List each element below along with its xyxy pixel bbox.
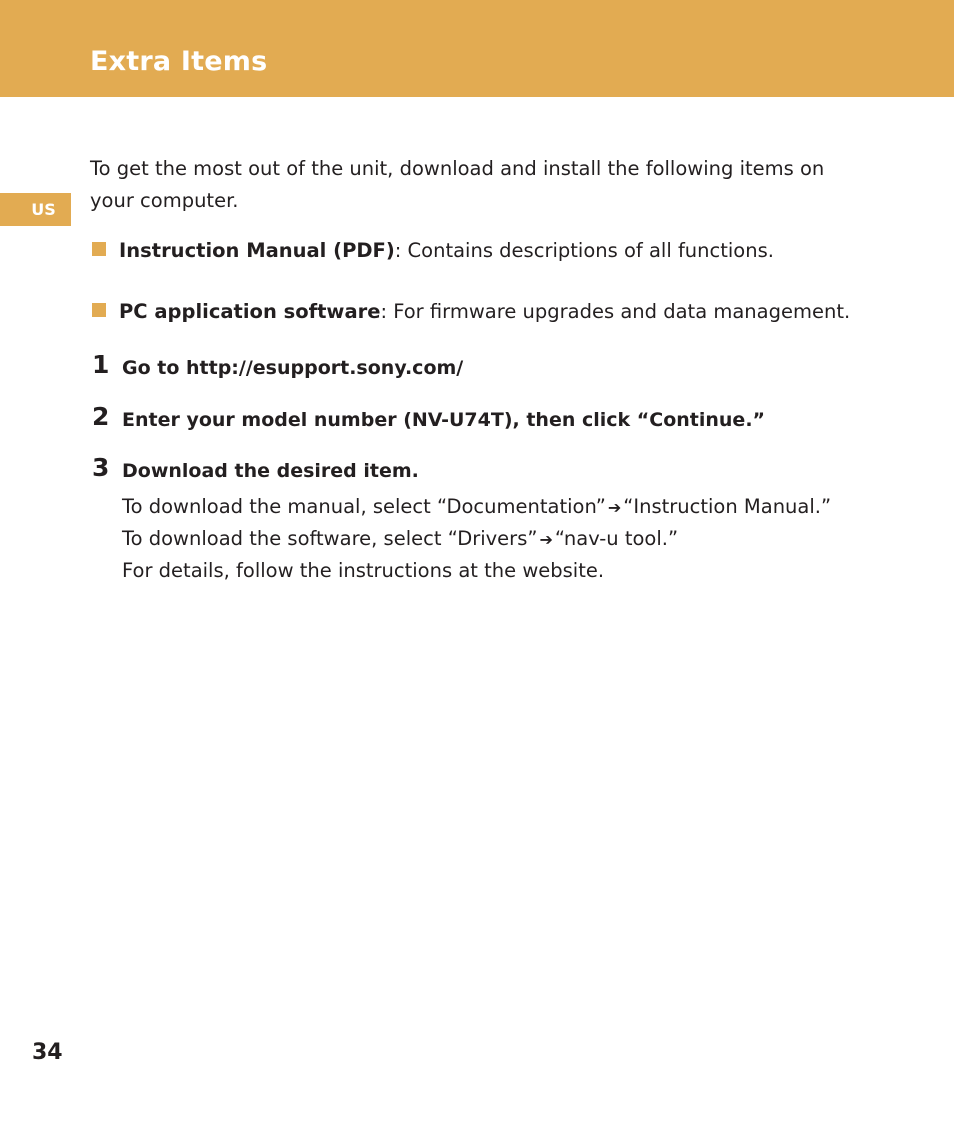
right-arrow-icon: ➔ (539, 530, 553, 549)
step-number: 2 (92, 402, 110, 431)
detail-text: To download the software, select “Drivers” (122, 527, 538, 550)
bullet-label: PC application software (119, 300, 381, 323)
step-1 (92, 350, 892, 380)
step-number: 1 (92, 350, 110, 379)
detail-line-software (122, 523, 678, 556)
header-bar (0, 0, 954, 97)
bullet-square-icon (92, 242, 106, 256)
detail-line-manual (122, 491, 831, 524)
bullet-text: : For firmware upgrades and data management. (380, 300, 851, 323)
bullet-instruction-manual (92, 237, 892, 265)
page-number: 34 (32, 1040, 63, 1065)
detail-line-website: For details, follow the instructions at the website. (122, 559, 605, 582)
detail-text: To download the manual, select “Documentation” (122, 495, 606, 518)
page-title: Extra Items (90, 46, 268, 77)
step-3 (92, 453, 892, 483)
step-text: Enter your model number (NV-U74T), then click “Continue.” (122, 409, 766, 431)
right-arrow-icon: ➔ (607, 498, 622, 517)
bullet-text: : Contains descriptions of all functions. (394, 239, 774, 262)
bullet-pc-software (92, 298, 892, 326)
step-text: Download the desired item. (122, 460, 419, 482)
step-number: 3 (92, 453, 110, 482)
language-tab: US (0, 193, 71, 226)
bullet-label: Instruction Manual (PDF) (119, 239, 395, 262)
step-text: Go to http://esupport.sony.com/ (122, 357, 464, 379)
detail-text: “nav-u tool.” (554, 527, 679, 550)
step-2 (92, 402, 892, 432)
detail-text: “Instruction Manual.” (623, 495, 832, 518)
bullet-square-icon (92, 303, 106, 317)
intro-paragraph: To get the most out of the unit, download and install the following items on your computer. (90, 157, 825, 212)
